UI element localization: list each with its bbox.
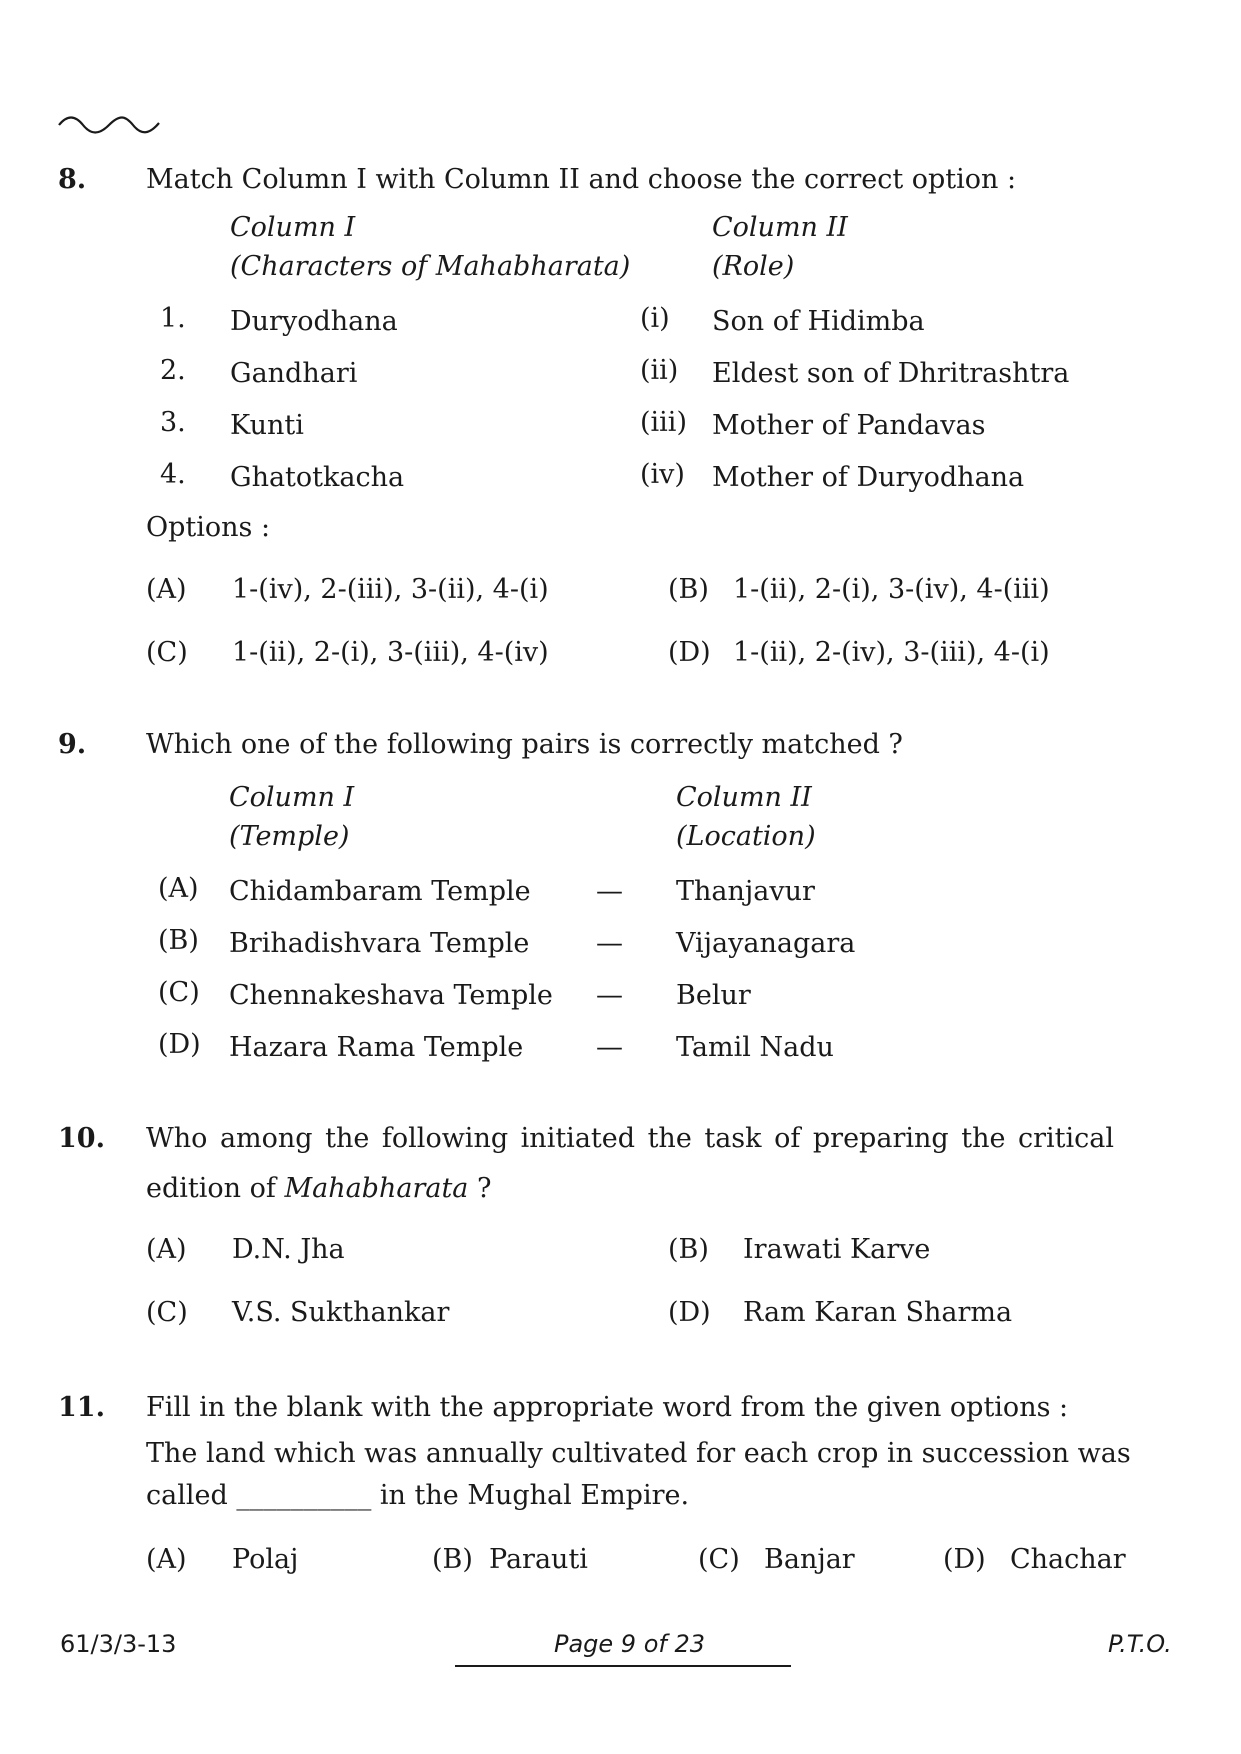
question-text-italic: Mahabharata xyxy=(284,1173,469,1204)
option-text: Polaj xyxy=(232,1544,299,1575)
option-letter: (A) xyxy=(158,873,199,904)
option-letter: (C) xyxy=(146,637,188,668)
column-2-title: Column II xyxy=(712,212,848,243)
footer-underline xyxy=(455,1665,791,1667)
question-number: 10. xyxy=(58,1123,105,1154)
character-name: Ghatotkacha xyxy=(230,462,405,493)
question-text-line-2 xyxy=(146,1173,491,1204)
temple-name: Chennakeshava Temple xyxy=(229,980,553,1011)
roman-numeral: (ii) xyxy=(640,355,679,386)
dash-separator: — xyxy=(596,876,623,907)
question-text-line-1: Fill in the blank with the appropriate word from the given options : xyxy=(146,1392,1069,1423)
wave-mark-icon xyxy=(57,113,161,135)
option-letter: (D) xyxy=(668,637,711,668)
column-1-title: Column I xyxy=(229,782,355,813)
question-number: 8. xyxy=(58,164,87,195)
temple-name: Brihadishvara Temple xyxy=(229,928,530,959)
option-letter: (D) xyxy=(668,1297,711,1328)
option-text: 1-(ii), 2-(iv), 3-(iii), 4-(i) xyxy=(733,637,1050,668)
question-text-plain: called xyxy=(146,1480,237,1511)
paper-code: 61/3/3-13 xyxy=(60,1630,177,1658)
option-letter: (B) xyxy=(158,925,199,956)
role-text: Son of Hidimba xyxy=(712,306,925,337)
option-letter: (D) xyxy=(943,1544,986,1575)
option-letter: (C) xyxy=(698,1544,740,1575)
question-text-line-3 xyxy=(146,1480,689,1511)
fill-blank: __________ xyxy=(236,1480,372,1511)
row-number: 4. xyxy=(160,459,186,490)
question-text-end: ? xyxy=(468,1173,492,1204)
option-letter: (C) xyxy=(158,977,200,1008)
pto-label: P.T.O. xyxy=(1108,1630,1172,1658)
row-number: 2. xyxy=(160,355,186,386)
question-text-end: in the Mughal Empire. xyxy=(371,1480,690,1511)
option-letter: (B) xyxy=(668,1234,709,1265)
option-text: 1-(ii), 2-(i), 3-(iv), 4-(iii) xyxy=(733,574,1050,605)
column-1-subtitle: (Temple) xyxy=(229,821,350,852)
option-letter: (B) xyxy=(668,574,709,605)
row-number: 1. xyxy=(160,303,186,334)
option-letter: (A) xyxy=(146,1234,187,1265)
row-number: 3. xyxy=(160,407,186,438)
option-text: V.S. Sukthankar xyxy=(232,1297,450,1328)
role-text: Eldest son of Dhritrashtra xyxy=(712,358,1070,389)
temple-name: Hazara Rama Temple xyxy=(229,1032,524,1063)
question-number: 9. xyxy=(58,729,87,760)
option-text: Irawati Karve xyxy=(743,1234,931,1265)
question-text: Which one of the following pairs is correctly matched ? xyxy=(146,729,903,760)
roman-numeral: (iii) xyxy=(640,407,687,438)
location-name: Belur xyxy=(676,980,751,1011)
role-text: Mother of Pandavas xyxy=(712,410,986,441)
question-text-plain: edition of xyxy=(146,1173,285,1204)
location-name: Vijayanagara xyxy=(676,928,856,959)
option-text: Ram Karan Sharma xyxy=(743,1297,1013,1328)
question-text-line-2: The land which was annually cultivated for each crop in succession was xyxy=(146,1438,1131,1469)
question-text: Match Column I with Column II and choose the correct option : xyxy=(146,164,1017,195)
dash-separator: — xyxy=(596,980,623,1011)
dash-separator: — xyxy=(596,1032,623,1063)
character-name: Kunti xyxy=(230,410,304,441)
column-2-subtitle: (Role) xyxy=(712,251,795,282)
column-1-title: Column I xyxy=(230,212,356,243)
option-text: D.N. Jha xyxy=(232,1234,345,1265)
option-letter: (A) xyxy=(146,1544,187,1575)
option-letter: (A) xyxy=(146,574,187,605)
column-2-subtitle: (Location) xyxy=(676,821,816,852)
roman-numeral: (iv) xyxy=(640,459,685,490)
role-text: Mother of Duryodhana xyxy=(712,462,1025,493)
character-name: Gandhari xyxy=(230,358,358,389)
character-name: Duryodhana xyxy=(230,306,398,337)
option-text: Parauti xyxy=(489,1544,588,1575)
temple-name: Chidambaram Temple xyxy=(229,876,531,907)
question-number: 11. xyxy=(58,1392,105,1423)
option-text: Banjar xyxy=(764,1544,855,1575)
location-name: Thanjavur xyxy=(676,876,815,907)
option-text: 1-(iv), 2-(iii), 3-(ii), 4-(i) xyxy=(232,574,549,605)
page-number: Page 9 of 23 xyxy=(554,1630,706,1658)
option-text: Chachar xyxy=(1010,1544,1126,1575)
question-text-line-1: Who among the following initiated the task of preparing the critical xyxy=(146,1123,1114,1154)
option-letter: (B) xyxy=(432,1544,473,1575)
dash-separator: — xyxy=(596,928,623,959)
option-letter: (C) xyxy=(146,1297,188,1328)
option-text: 1-(ii), 2-(i), 3-(iii), 4-(iv) xyxy=(232,637,549,668)
column-2-title: Column II xyxy=(676,782,812,813)
option-letter: (D) xyxy=(158,1029,201,1060)
location-name: Tamil Nadu xyxy=(676,1032,834,1063)
column-1-subtitle: (Characters of Mahabharata) xyxy=(230,251,631,282)
options-label: Options : xyxy=(146,512,271,543)
roman-numeral: (i) xyxy=(640,303,670,334)
